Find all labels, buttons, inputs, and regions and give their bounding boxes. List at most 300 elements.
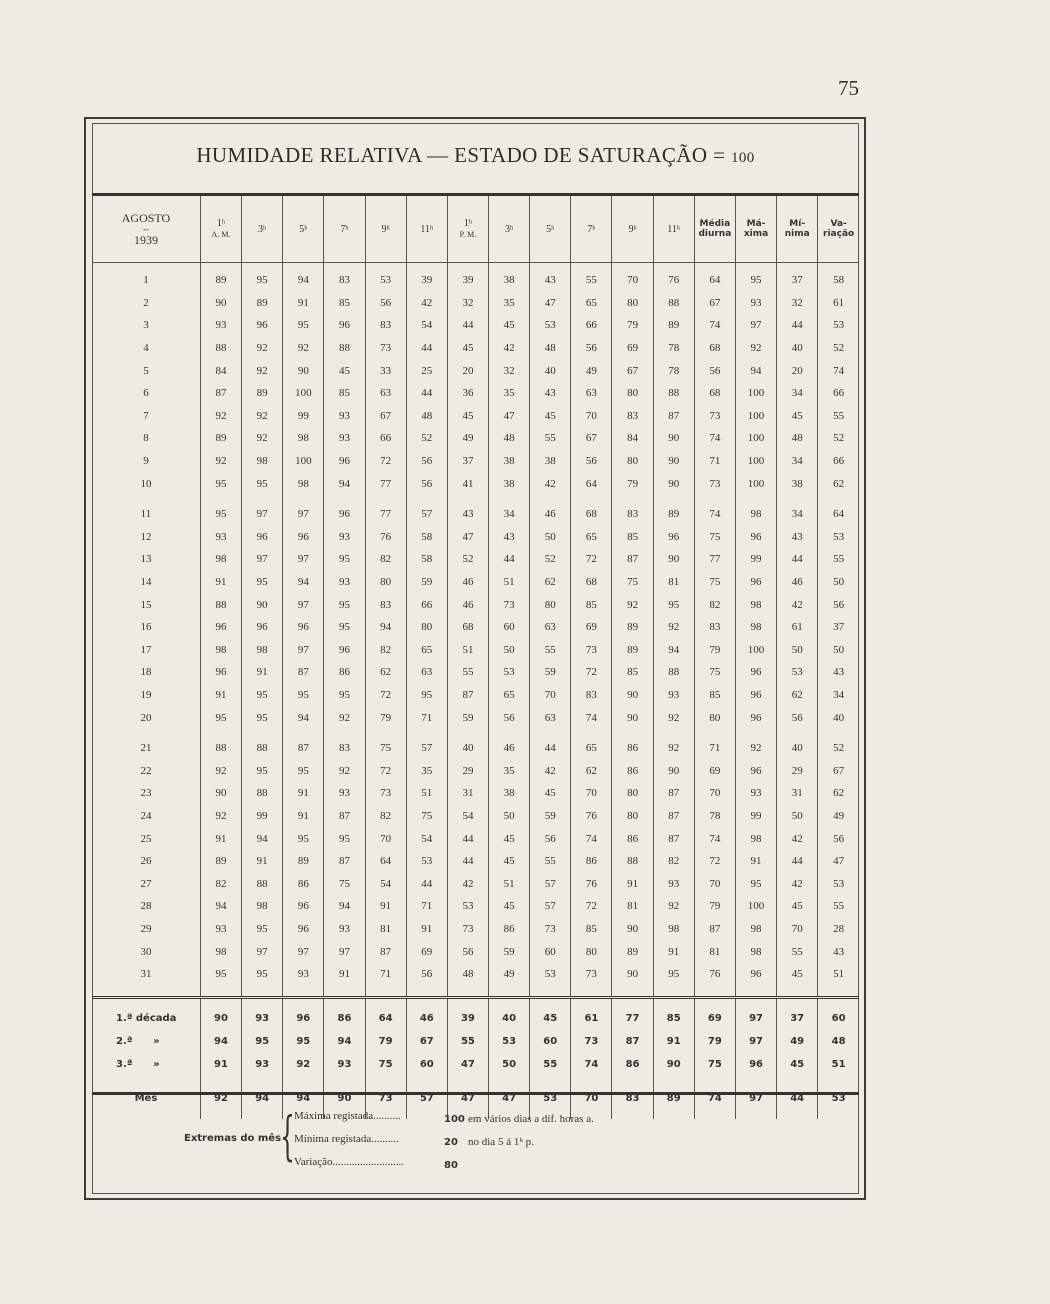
value-cell: 69 [571,616,612,639]
value-cell: 75 [365,737,406,760]
value-cell: 97 [735,314,776,337]
value-cell: 87 [283,661,324,684]
value-cell: 91 [406,918,447,941]
value-cell: 46 [489,737,530,760]
value-cell: 34 [777,450,818,473]
value-cell: 90 [612,963,653,986]
value-cell: 57 [406,737,447,760]
value-cell: 98 [242,639,283,662]
value-cell: 96 [653,526,694,549]
value-cell: 51 [406,782,447,805]
value-cell: 55 [530,850,571,873]
value-cell: 55 [818,895,859,918]
value-cell: 65 [571,292,612,315]
value-cell: 97 [242,940,283,963]
value-cell: 80 [365,571,406,594]
summary-value: 94 [200,1030,241,1053]
table-row [92,548,859,571]
value-cell: 65 [571,526,612,549]
value-cell: 92 [653,895,694,918]
value-cell: 99 [242,805,283,828]
value-cell: 95 [406,684,447,707]
value-cell: 80 [612,782,653,805]
header-col-11: 9ʰ [612,196,653,263]
value-cell: 91 [283,782,324,805]
value-cell: 43 [530,269,571,292]
extremas-row-variacao [294,1156,468,1171]
value-cell: 70 [365,827,406,850]
day-cell: 10 [140,477,152,490]
table-row [92,292,859,315]
table-row [92,759,859,782]
value-cell: 61 [818,292,859,315]
value-cell: 83 [324,269,365,292]
value-cell: 100 [283,450,324,473]
value-cell: 43 [777,526,818,549]
value-cell: 82 [365,805,406,828]
header-col-12: 11ʰ [653,196,694,263]
spacer-row [92,729,859,737]
value-cell: 87 [324,850,365,873]
value-cell: 88 [324,337,365,360]
value-cell: 96 [324,503,365,526]
value-cell: 82 [365,639,406,662]
header-month [92,196,200,263]
extremas-row-label: Máxima registada.......... [294,1110,401,1122]
value-cell: 89 [653,314,694,337]
day-cell: 8 [143,432,149,445]
value-cell: 96 [283,616,324,639]
value-cell: 91 [200,571,241,594]
value-cell: 55 [530,427,571,450]
value-cell: 48 [447,963,488,986]
value-cell: 44 [406,382,447,405]
value-cell: 95 [242,759,283,782]
value-cell: 98 [200,639,241,662]
value-cell: 83 [612,405,653,428]
value-cell: 94 [324,472,365,495]
value-cell: 99 [283,405,324,428]
value-cell: 45 [324,359,365,382]
value-cell: 31 [447,782,488,805]
summary-value: 55 [530,1053,571,1076]
value-cell: 44 [406,872,447,895]
summary-rows [92,998,859,1120]
value-cell: 82 [365,548,406,571]
value-cell: 91 [242,661,283,684]
value-cell: 64 [571,472,612,495]
value-cell: 77 [365,503,406,526]
value-cell: 100 [735,472,776,495]
value-cell: 91 [324,963,365,986]
value-cell: 93 [735,292,776,315]
value-cell: 95 [200,503,241,526]
value-cell: 93 [735,782,776,805]
value-cell: 42 [406,292,447,315]
value-cell: 73 [571,963,612,986]
value-cell: 63 [365,382,406,405]
value-cell: 97 [283,593,324,616]
value-cell: 45 [489,314,530,337]
value-cell: 89 [200,427,241,450]
value-cell: 95 [653,963,694,986]
value-cell: 95 [324,827,365,850]
summary-value: 94 [324,1030,365,1053]
value-cell: 46 [447,571,488,594]
value-cell: 70 [571,405,612,428]
value-cell: 95 [242,963,283,986]
value-cell: 59 [489,940,530,963]
value-cell: 45 [489,850,530,873]
value-cell: 75 [694,571,735,594]
value-cell: 75 [694,661,735,684]
value-cell: 87 [324,805,365,828]
value-cell: 90 [653,548,694,571]
value-cell: 92 [283,337,324,360]
extremas-row-minima [294,1133,534,1148]
day-cell: 17 [140,643,152,656]
summary-value: 79 [694,1030,735,1053]
day-cell: 5 [143,364,149,377]
value-cell: 71 [365,963,406,986]
summary-value: 46 [406,1007,447,1030]
value-cell: 88 [653,661,694,684]
value-cell: 90 [200,292,241,315]
value-cell: 52 [818,737,859,760]
value-cell: 45 [777,405,818,428]
month-value: 83 [612,1087,653,1110]
header-variacao: Va- riação [818,196,859,263]
value-cell: 85 [571,593,612,616]
value-cell: 92 [200,405,241,428]
value-cell: 97 [283,548,324,571]
value-cell: 76 [571,805,612,828]
value-cell: 68 [694,337,735,360]
value-cell: 20 [447,359,488,382]
summary-label: 3.ª » [116,1059,160,1071]
value-cell: 97 [283,639,324,662]
value-cell: 98 [735,827,776,850]
value-cell: 58 [406,526,447,549]
header-col-7: 1ʰ P. M. [447,196,488,263]
value-cell: 63 [571,382,612,405]
value-cell: 38 [489,782,530,805]
value-cell: 49 [447,427,488,450]
value-cell: 57 [530,872,571,895]
value-cell: 58 [818,269,859,292]
day-cell: 3 [143,319,149,332]
value-cell: 95 [242,684,283,707]
table-row [92,571,859,594]
header-col-9: 5ʰ [530,196,571,263]
value-cell: 95 [324,593,365,616]
value-cell: 46 [530,503,571,526]
table-row [92,382,859,405]
summary-value: 85 [653,1007,694,1030]
value-cell: 69 [406,940,447,963]
value-cell: 56 [489,706,530,729]
value-cell: 40 [777,337,818,360]
summary-value: 47 [447,1053,488,1076]
summary-value: 75 [694,1053,735,1076]
value-cell: 98 [653,918,694,941]
value-cell: 68 [571,503,612,526]
value-cell: 91 [365,895,406,918]
value-cell: 73 [365,782,406,805]
value-cell: 92 [200,759,241,782]
day-cell: 23 [140,787,152,800]
month-value: 44 [777,1087,818,1110]
summary-value: 87 [612,1030,653,1053]
value-cell: 53 [530,963,571,986]
value-cell: 91 [735,850,776,873]
value-cell: 78 [694,805,735,828]
value-cell: 96 [283,526,324,549]
value-cell: 96 [283,895,324,918]
value-cell: 98 [735,503,776,526]
value-cell: 74 [571,706,612,729]
header-col-4: 7ʰ [324,196,365,263]
value-cell: 48 [777,427,818,450]
summary-value: 93 [242,1053,283,1076]
value-cell: 29 [777,759,818,782]
table-row [92,337,859,360]
summary-value: 90 [200,1007,241,1030]
value-cell: 44 [406,337,447,360]
value-cell: 43 [530,382,571,405]
summary-value: 92 [283,1053,324,1076]
summary-value: 61 [571,1007,612,1030]
summary-value: 37 [777,1007,818,1030]
value-cell: 38 [489,450,530,473]
month-value: 94 [242,1087,283,1110]
header-month-dash: -- [142,224,149,234]
table-row [92,359,859,382]
value-cell: 97 [283,940,324,963]
value-cell: 89 [283,850,324,873]
value-cell: 100 [735,427,776,450]
value-cell: 71 [406,895,447,918]
value-cell: 96 [735,963,776,986]
value-cell: 49 [818,805,859,828]
brace-icon: { [280,1107,295,1167]
value-cell: 75 [324,872,365,895]
value-cell: 84 [612,427,653,450]
value-cell: 52 [447,548,488,571]
value-cell: 51 [447,639,488,662]
value-cell: 96 [242,314,283,337]
month-value: 53 [818,1087,859,1110]
day-cell: 24 [140,809,152,822]
day-cell: 28 [140,900,152,913]
value-cell: 38 [777,472,818,495]
value-cell: 65 [489,684,530,707]
value-cell: 79 [694,639,735,662]
value-cell: 72 [571,548,612,571]
value-cell: 35 [489,382,530,405]
value-cell: 82 [653,850,694,873]
month-value: 97 [735,1087,776,1110]
value-cell: 95 [283,759,324,782]
value-cell: 48 [406,405,447,428]
value-cell: 42 [777,872,818,895]
value-cell: 71 [406,706,447,729]
table-row [92,918,859,941]
value-cell: 66 [365,427,406,450]
value-cell: 95 [324,548,365,571]
spacer-row [92,985,859,998]
header-col-2: 3ʰ [242,196,283,263]
summary-value: 77 [612,1007,653,1030]
value-cell: 83 [324,737,365,760]
value-cell: 88 [200,337,241,360]
value-cell: 67 [571,427,612,450]
spacer-row [92,495,859,503]
value-cell: 81 [653,571,694,594]
value-cell: 73 [530,918,571,941]
value-cell: 96 [735,706,776,729]
value-cell: 40 [777,737,818,760]
value-cell: 47 [489,405,530,428]
value-cell: 59 [447,706,488,729]
value-cell: 67 [818,759,859,782]
value-cell: 72 [694,850,735,873]
value-cell: 93 [324,918,365,941]
value-cell: 53 [530,314,571,337]
value-cell: 74 [694,503,735,526]
value-cell: 100 [735,639,776,662]
value-cell: 96 [200,661,241,684]
value-cell: 95 [283,314,324,337]
value-cell: 50 [818,571,859,594]
value-cell: 42 [777,593,818,616]
value-cell: 95 [283,827,324,850]
spacer-row [92,998,859,1008]
extremas-row-label: Mínima registada.......... [294,1133,399,1145]
value-cell: 86 [571,850,612,873]
value-cell: 96 [735,759,776,782]
value-cell: 96 [200,616,241,639]
value-cell: 56 [406,963,447,986]
value-cell: 53 [447,895,488,918]
value-cell: 95 [242,269,283,292]
value-cell: 73 [694,472,735,495]
value-cell: 44 [489,548,530,571]
value-cell: 93 [324,526,365,549]
value-cell: 58 [406,548,447,571]
value-cell: 93 [324,782,365,805]
day-cell: 30 [140,945,152,958]
value-cell: 96 [283,918,324,941]
value-cell: 74 [694,314,735,337]
value-cell: 37 [447,450,488,473]
summary-value: 97 [735,1007,776,1030]
value-cell: 81 [365,918,406,941]
summary-label: 1.ª década [116,1013,177,1025]
value-cell: 93 [653,872,694,895]
table-row [92,503,859,526]
summary-value: 95 [283,1030,324,1053]
value-cell: 95 [200,472,241,495]
value-cell: 53 [818,526,859,549]
value-cell: 38 [489,472,530,495]
extremas-row-label: Variação.......................... [294,1156,404,1168]
value-cell: 65 [571,737,612,760]
value-cell: 40 [447,737,488,760]
value-cell: 35 [406,759,447,782]
summary-value: 95 [242,1030,283,1053]
value-cell: 91 [612,872,653,895]
value-cell: 55 [571,269,612,292]
value-cell: 89 [242,382,283,405]
value-cell: 44 [447,850,488,873]
value-cell: 90 [653,759,694,782]
value-cell: 80 [571,940,612,963]
month-label: Mês [134,1093,158,1105]
value-cell: 56 [530,827,571,850]
value-cell: 70 [694,872,735,895]
value-cell: 48 [489,427,530,450]
value-cell: 92 [653,616,694,639]
value-cell: 77 [365,472,406,495]
value-cell: 88 [612,850,653,873]
header-col-5: 9ʰ [365,196,406,263]
value-cell: 53 [818,872,859,895]
day-cell: 26 [140,855,152,868]
value-cell: 88 [200,593,241,616]
summary-value: 96 [735,1053,776,1076]
page-number: 75 [838,76,859,100]
value-cell: 88 [242,872,283,895]
value-cell: 50 [777,639,818,662]
table-row [92,850,859,873]
day-cell: 29 [140,922,152,935]
value-cell: 53 [489,661,530,684]
value-cell: 87 [365,940,406,963]
value-cell: 94 [653,639,694,662]
value-cell: 96 [324,450,365,473]
title-text: HUMIDADE RELATIVA — ESTADO DE SATURAÇÃO = [196,143,726,167]
value-cell: 92 [735,737,776,760]
value-cell: 55 [530,639,571,662]
value-cell: 43 [489,526,530,549]
value-cell: 72 [365,450,406,473]
value-cell: 39 [406,269,447,292]
summary-value: 45 [530,1007,571,1030]
value-cell: 79 [694,895,735,918]
table-row [92,706,859,729]
value-cell: 74 [818,359,859,382]
value-cell: 92 [200,450,241,473]
value-cell: 35 [489,759,530,782]
value-cell: 87 [653,782,694,805]
value-cell: 40 [818,706,859,729]
value-cell: 52 [530,548,571,571]
value-cell: 73 [365,337,406,360]
value-cell: 57 [406,503,447,526]
value-cell: 95 [200,706,241,729]
value-cell: 87 [653,405,694,428]
value-cell: 85 [612,526,653,549]
value-cell: 89 [653,503,694,526]
value-cell: 76 [694,963,735,986]
value-cell: 56 [818,827,859,850]
value-cell: 61 [777,616,818,639]
summary-value: 39 [447,1007,488,1030]
value-cell: 62 [818,782,859,805]
value-cell: 71 [694,450,735,473]
value-cell: 95 [653,593,694,616]
